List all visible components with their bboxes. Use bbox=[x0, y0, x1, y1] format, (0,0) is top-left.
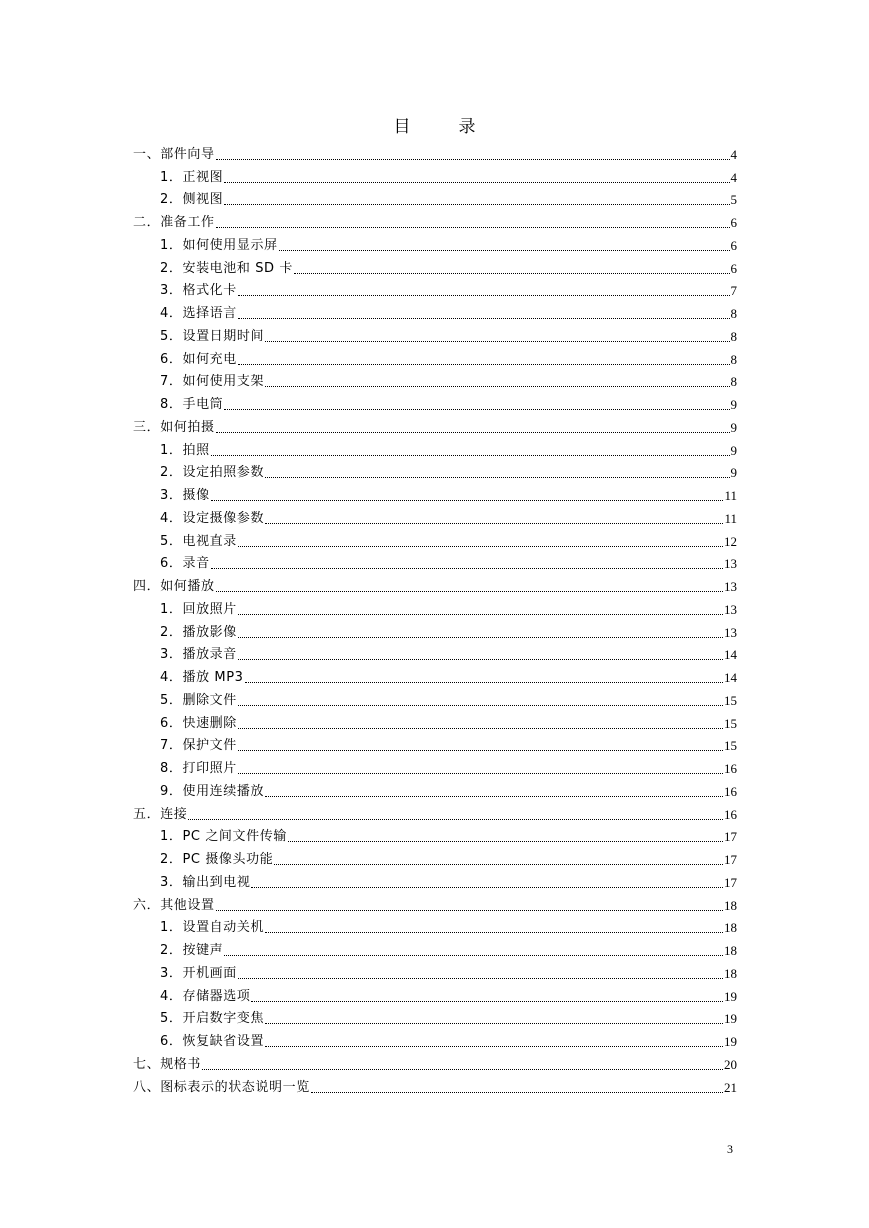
toc-entry-page: 15 bbox=[724, 692, 737, 708]
toc-section-entry[interactable] bbox=[133, 140, 737, 163]
toc-dot-leader bbox=[211, 567, 723, 569]
toc-subsection-entry[interactable] bbox=[133, 163, 737, 186]
toc-subsection-entry[interactable] bbox=[133, 527, 737, 550]
toc-entry-page: 11 bbox=[724, 488, 737, 503]
toc-entry-page: 17 bbox=[724, 874, 737, 890]
toc-dot-leader bbox=[265, 385, 729, 387]
toc-entry-page: 19 bbox=[724, 1011, 737, 1027]
toc-entry-page: 13 bbox=[724, 556, 737, 572]
toc-entry-page: 13 bbox=[724, 601, 737, 617]
toc-subsection-entry[interactable] bbox=[133, 277, 737, 300]
toc-subsection-entry[interactable] bbox=[133, 186, 737, 209]
toc-subsection-entry[interactable] bbox=[133, 1027, 737, 1050]
toc-entry-label: 9．使用连续播放 bbox=[160, 783, 265, 799]
toc-dot-leader bbox=[251, 886, 723, 888]
toc-dot-leader bbox=[238, 294, 730, 296]
toc-entry-page: 13 bbox=[724, 624, 737, 640]
toc-subsection-entry[interactable] bbox=[133, 845, 737, 868]
toc-entry-label: 7．如何使用支架 bbox=[160, 374, 265, 390]
toc-entry-page: 9 bbox=[730, 465, 737, 481]
toc-entry-page: 11 bbox=[724, 510, 737, 526]
toc-entry-page: 7 bbox=[730, 283, 737, 299]
toc-dot-leader bbox=[238, 545, 723, 547]
toc-dot-leader bbox=[265, 476, 729, 478]
toc-entry-label: 4．播放 MP3 bbox=[160, 670, 244, 685]
toc-dot-leader bbox=[238, 317, 730, 319]
toc-entry-page: 18 bbox=[724, 943, 737, 958]
toc-subsection-entry[interactable] bbox=[133, 1005, 737, 1028]
toc-section-entry[interactable] bbox=[133, 413, 737, 436]
toc-entry-label: 6．录音 bbox=[160, 556, 210, 572]
toc-entry-label: 8．打印照片 bbox=[160, 761, 237, 776]
toc-subsection-entry[interactable] bbox=[133, 641, 737, 664]
toc-section-entry[interactable] bbox=[133, 572, 737, 595]
toc-entry-page: 8 bbox=[730, 328, 737, 344]
toc-section-entry[interactable] bbox=[133, 800, 737, 823]
toc-dot-leader bbox=[216, 158, 730, 160]
toc-entry-label: 2．按键声 bbox=[160, 943, 224, 958]
toc-entry-label: 1．PC 之间文件传输 bbox=[160, 829, 287, 845]
toc-entry-label: 5．删除文件 bbox=[160, 692, 237, 708]
toc-entry-page: 14 bbox=[724, 670, 737, 685]
toc-dot-leader bbox=[202, 1068, 723, 1070]
toc-entry-label: 2．设定拍照参数 bbox=[160, 465, 265, 481]
toc-dot-leader bbox=[265, 1045, 723, 1047]
toc-subsection-entry[interactable] bbox=[133, 481, 737, 504]
toc-subsection-entry[interactable] bbox=[133, 550, 737, 573]
toc-entry-page: 9 bbox=[730, 442, 737, 458]
toc-title-right: 录 bbox=[458, 117, 476, 137]
toc-subsection-entry[interactable] bbox=[133, 390, 737, 413]
toc-title-left: 目 bbox=[393, 117, 411, 137]
toc-dot-leader bbox=[251, 1000, 723, 1002]
toc-entry-label: 2．安装电池和 SD 卡 bbox=[160, 260, 293, 276]
toc-dot-leader bbox=[238, 749, 723, 751]
toc-subsection-entry[interactable] bbox=[133, 436, 737, 459]
toc-entry-page: 15 bbox=[724, 715, 737, 731]
toc-entry-label: 5．设置日期时间 bbox=[160, 328, 265, 344]
toc-entry-label: 八、图标表示的状态说明一览 bbox=[133, 1079, 310, 1095]
toc-dot-leader bbox=[265, 340, 729, 342]
toc-subsection-entry[interactable] bbox=[133, 777, 737, 800]
toc-subsection-entry[interactable] bbox=[133, 936, 737, 959]
toc-subsection-entry[interactable] bbox=[133, 732, 737, 755]
toc-dot-leader bbox=[265, 795, 723, 797]
toc-entry-label: 三．如何拍摄 bbox=[133, 419, 215, 435]
toc-subsection-entry[interactable] bbox=[133, 254, 737, 277]
toc-dot-leader bbox=[274, 863, 723, 865]
page-number: 3 bbox=[727, 1142, 733, 1156]
toc-subsection-entry[interactable] bbox=[133, 709, 737, 732]
toc-dot-leader bbox=[279, 249, 730, 251]
toc-entry-label: 2．PC 摄像头功能 bbox=[160, 852, 274, 867]
toc-entry-label: 3．播放录音 bbox=[160, 647, 237, 663]
toc-entry-label: 7．保护文件 bbox=[160, 738, 237, 754]
toc-entry-label: 8．手电筒 bbox=[160, 397, 224, 412]
toc-dot-leader bbox=[245, 681, 723, 683]
toc-dot-leader bbox=[216, 909, 723, 911]
toc-subsection-entry[interactable] bbox=[133, 368, 737, 391]
toc-entry-page: 12 bbox=[724, 533, 737, 549]
toc-entry-label: 1．回放照片 bbox=[160, 601, 237, 617]
toc-dot-leader bbox=[216, 590, 723, 592]
table-of-contents bbox=[133, 140, 737, 1096]
toc-entry-page: 18 bbox=[724, 897, 737, 913]
toc-subsection-entry[interactable] bbox=[133, 459, 737, 482]
toc-entry-label: 五．连接 bbox=[133, 806, 188, 822]
toc-dot-leader bbox=[238, 772, 723, 774]
toc-entry-label: 2．侧视图 bbox=[160, 192, 224, 208]
toc-dot-leader bbox=[216, 226, 730, 228]
toc-entry-label: 1．如何使用显示屏 bbox=[160, 237, 278, 253]
toc-entry-page: 6 bbox=[730, 215, 737, 230]
toc-subsection-entry[interactable] bbox=[133, 914, 737, 937]
toc-subsection-entry[interactable] bbox=[133, 595, 737, 618]
toc-dot-leader bbox=[238, 613, 723, 615]
toc-entry-page: 17 bbox=[724, 852, 737, 867]
toc-entry-label: 3．输出到电视 bbox=[160, 874, 251, 890]
toc-entry-page: 8 bbox=[730, 306, 737, 321]
toc-entry-label: 6．恢复缺省设置 bbox=[160, 1034, 265, 1049]
toc-entry-page: 20 bbox=[724, 1056, 737, 1072]
toc-entry-page: 9 bbox=[730, 397, 737, 412]
toc-entry-label: 6．如何充电 bbox=[160, 351, 237, 367]
toc-dot-leader bbox=[211, 499, 724, 501]
toc-subsection-entry[interactable] bbox=[133, 322, 737, 345]
toc-subsection-entry[interactable] bbox=[133, 868, 737, 891]
toc-entry-page: 6 bbox=[730, 260, 737, 276]
toc-dot-leader bbox=[238, 636, 723, 638]
toc-subsection-entry[interactable] bbox=[133, 686, 737, 709]
toc-entry-page: 15 bbox=[724, 738, 737, 754]
toc-entry-page: 14 bbox=[724, 647, 737, 663]
toc-dot-leader bbox=[238, 658, 723, 660]
toc-dot-leader bbox=[211, 454, 730, 456]
toc-entry-page: 18 bbox=[724, 965, 737, 981]
toc-entry-page: 18 bbox=[724, 920, 737, 936]
toc-entry-page: 19 bbox=[724, 988, 737, 1004]
toc-entry-page: 13 bbox=[724, 579, 737, 594]
toc-dot-leader bbox=[238, 363, 730, 365]
toc-subsection-entry[interactable] bbox=[133, 959, 737, 982]
toc-entry-label: 1．设置自动关机 bbox=[160, 920, 265, 936]
toc-subsection-entry[interactable] bbox=[133, 754, 737, 777]
toc-subsection-entry[interactable] bbox=[133, 231, 737, 254]
toc-subsection-entry[interactable] bbox=[133, 504, 737, 527]
toc-dot-leader bbox=[224, 408, 729, 410]
toc-entry-label: 3．摄像 bbox=[160, 488, 210, 503]
toc-entry-label: 6．快速删除 bbox=[160, 715, 237, 731]
toc-entry-label: 一、部件向导 bbox=[133, 146, 215, 162]
toc-entry-label: 二．准备工作 bbox=[133, 215, 215, 230]
toc-entry-page: 16 bbox=[724, 806, 737, 822]
toc-dot-leader bbox=[238, 977, 723, 979]
toc-dot-leader bbox=[224, 203, 729, 205]
toc-entry-label: 5．电视直录 bbox=[160, 533, 237, 549]
toc-entry-label: 1．拍照 bbox=[160, 442, 210, 458]
toc-entry-label: 七、规格书 bbox=[133, 1056, 202, 1072]
toc-entry-label: 六．其他设置 bbox=[133, 897, 215, 913]
toc-dot-leader bbox=[294, 272, 730, 274]
toc-title bbox=[0, 112, 869, 137]
toc-dot-leader bbox=[311, 1091, 723, 1093]
toc-entry-page: 6 bbox=[730, 237, 737, 253]
toc-dot-leader bbox=[265, 931, 723, 933]
toc-section-entry[interactable] bbox=[133, 891, 737, 914]
toc-subsection-entry[interactable] bbox=[133, 982, 737, 1005]
toc-dot-leader bbox=[188, 818, 723, 820]
toc-entry-label: 四．如何播放 bbox=[133, 579, 215, 594]
toc-entry-label: 5．开启数字变焦 bbox=[160, 1011, 265, 1027]
toc-entry-label: 4．设定摄像参数 bbox=[160, 510, 265, 526]
toc-dot-leader bbox=[224, 954, 723, 956]
toc-subsection-entry[interactable] bbox=[133, 663, 737, 686]
toc-dot-leader bbox=[224, 181, 729, 183]
toc-entry-label: 3．格式化卡 bbox=[160, 283, 237, 299]
toc-entry-label: 3．开机画面 bbox=[160, 965, 237, 981]
toc-subsection-entry[interactable] bbox=[133, 618, 737, 641]
toc-section-entry[interactable] bbox=[133, 1050, 737, 1073]
toc-entry-page: 8 bbox=[730, 374, 737, 390]
toc-entry-label: 1．正视图 bbox=[160, 169, 224, 185]
toc-section-entry[interactable] bbox=[133, 208, 737, 231]
toc-dot-leader bbox=[288, 840, 723, 842]
toc-subsection-entry[interactable] bbox=[133, 345, 737, 368]
toc-section-entry[interactable] bbox=[133, 1073, 737, 1096]
toc-subsection-entry[interactable] bbox=[133, 299, 737, 322]
toc-subsection-entry[interactable] bbox=[133, 823, 737, 846]
toc-entry-page: 19 bbox=[724, 1034, 737, 1049]
toc-dot-leader bbox=[265, 522, 723, 524]
toc-entry-label: 4．存储器选项 bbox=[160, 988, 251, 1004]
toc-entry-page: 21 bbox=[724, 1079, 737, 1095]
toc-entry-page: 5 bbox=[730, 192, 737, 208]
toc-dot-leader bbox=[238, 727, 723, 729]
toc-dot-leader bbox=[216, 431, 730, 433]
toc-dot-leader bbox=[238, 704, 723, 706]
toc-entry-page: 17 bbox=[724, 829, 737, 845]
toc-entry-label: 4．选择语言 bbox=[160, 306, 237, 321]
toc-entry-page: 16 bbox=[724, 761, 737, 776]
toc-entry-page: 16 bbox=[724, 783, 737, 799]
toc-entry-page: 4 bbox=[730, 146, 737, 162]
toc-entry-page: 9 bbox=[730, 419, 737, 435]
toc-entry-label: 2．播放影像 bbox=[160, 624, 237, 640]
toc-dot-leader bbox=[265, 1022, 723, 1024]
toc-entry-page: 8 bbox=[730, 351, 737, 367]
toc-entry-page: 4 bbox=[730, 169, 737, 185]
